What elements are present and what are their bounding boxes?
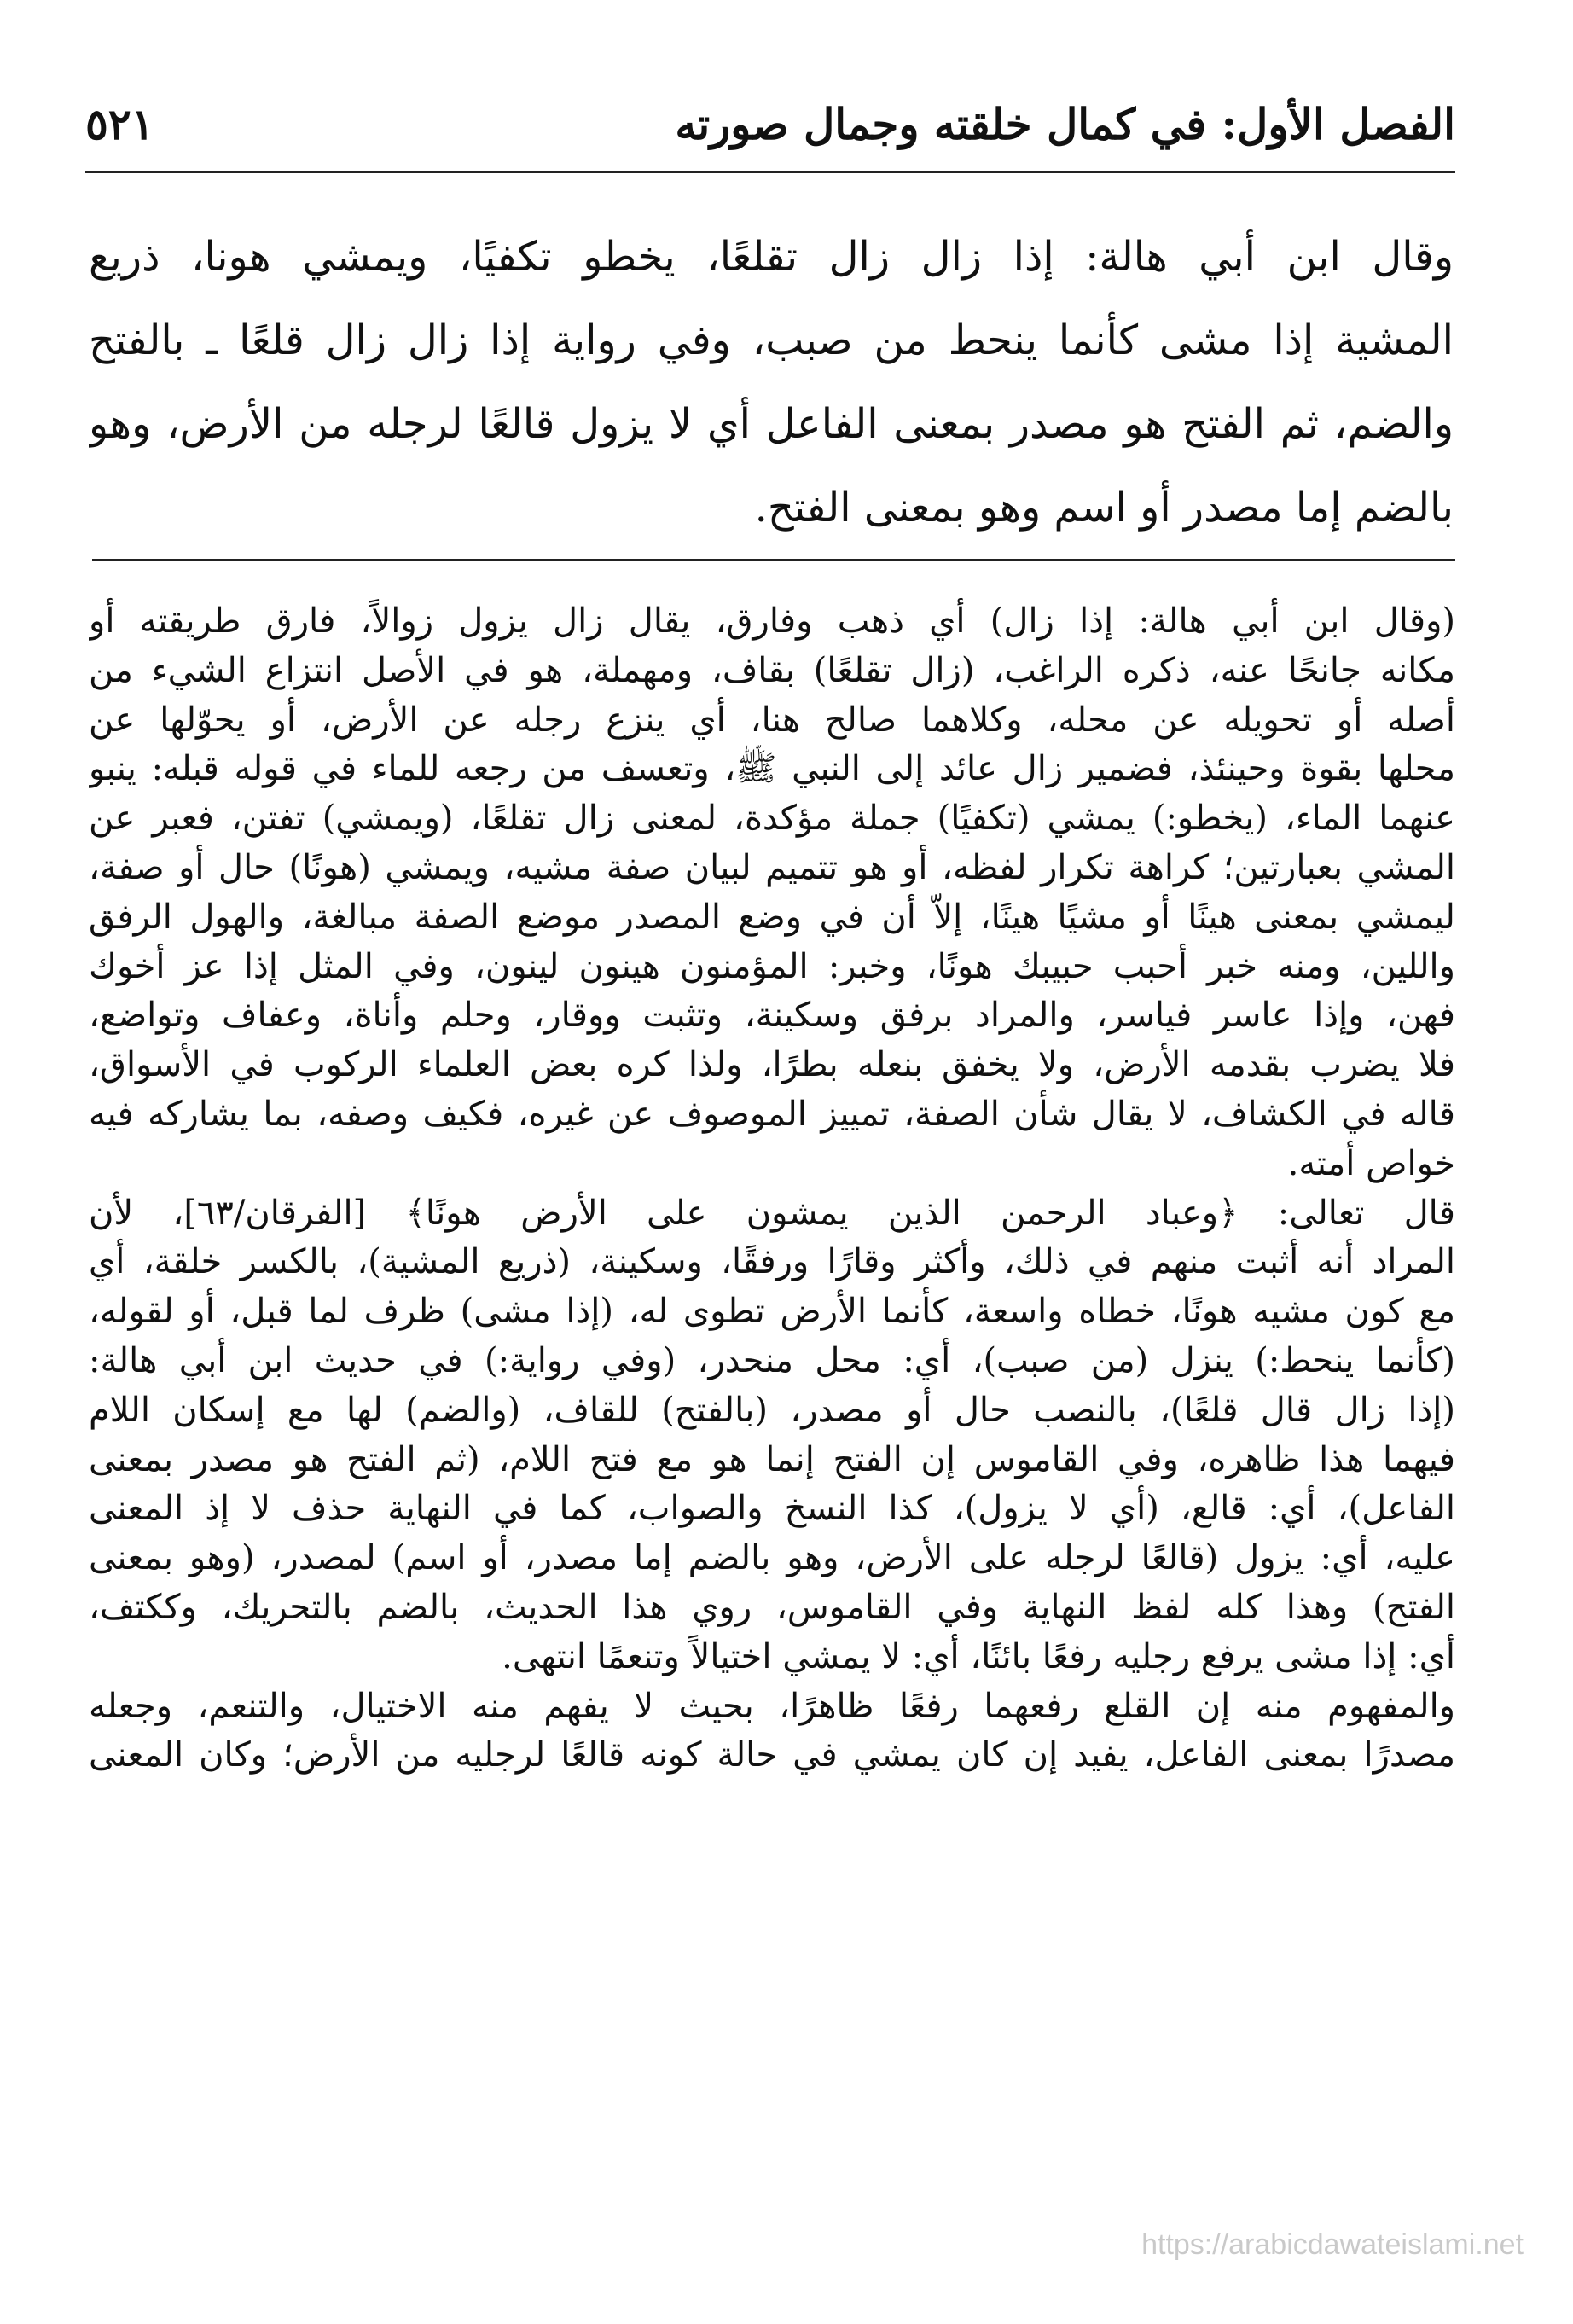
commentary-line: فلا يضرب بقدمه الأرض، ولا يخفق بنعله بطرًا، ولذا كره بعض العلماء الركوب في الأسواق، (89, 1045, 1455, 1085)
commentary-line: فيهما هذا ظاهره، وفي القاموس إن الفتح إنما هو مع فتح اللام، (ثم الفتح هو مصدر بمعنى (89, 1439, 1455, 1479)
page-number: ٥٢١ (85, 98, 154, 149)
commentary-line: الفتح) وهذا كله لفظ النهاية وفي القاموس، روي هذا الحديث، بالضم بالتحريك، وككتف، (89, 1587, 1455, 1627)
commentary-text (89, 597, 1455, 1781)
commentary-line: (كأنما ينحط:) ينزل (من صبب)، أي: محل منحدر، (وفي رواية:) في حديث ابن أبي هالة: (89, 1340, 1455, 1380)
watermark-url: https://arabicdawateislami.net (1141, 2228, 1524, 2261)
commentary-line: الفاعل)، أي: قالع، (أي لا يزول)، كذا النسخ والصواب، كما في النهاية حذف لا إذ المعنى (89, 1489, 1455, 1529)
commentary-line: أي: إذا مشى يرفع رجليه رفعًا بائنًا، أي: لا يمشي اختيالاً وتنعمًا انتهى. (502, 1636, 1455, 1676)
commentary-line: عنهما الماء، (يخطو:) يمشي (تكفيًا) جملة مؤكدة، لمعنى زال تقلعًا، (ويمشي) تفتن، فعبر عن (89, 799, 1455, 839)
commentary-line: (وقال ابن أبي هالة: إذا زال) أي ذهب وفارق، يقال زال يزول زوالاً، فارق طريقته أو (89, 601, 1455, 641)
commentary-line: واللين، ومنه خبر أحبب حبيبك هونًا، وخبر: المؤمنون هينون لينون، وفي المثل إذا عز أخوك (89, 946, 1455, 986)
main-text-line: والضم، ثم الفتح هو مصدر بمعنى الفاعل أي لا يزول قالعًا لرجله من الأرض، وهو (89, 400, 1454, 448)
section-divider (92, 559, 1455, 561)
commentary-line: قال تعالى: ﴿وعباد الرحمن الذين يمشون على الأرض هونًا﴾ [الفرقان/٦٣]، لأن (89, 1193, 1455, 1233)
main-text-line: وقال ابن أبي هالة: إذا زال زال تقلعًا، يخطو تكفيًا، ويمشي هونا، ذريع (89, 233, 1454, 281)
header-divider (85, 171, 1455, 173)
main-text-line: بالضم إما مصدر أو اسم وهو بمعنى الفتح. (754, 484, 1454, 532)
commentary-line: أصله أو تحويله عن محله، وكلاهما صالح هنا، أي ينزع رجله عن الأرض، أو يحوّلها عن (89, 700, 1455, 740)
commentary-line: (إذا زال قال قلعًا)، بالنصب حال أو مصدر، (بالفتح) للقاف، (والضم) لها مع إسكان اللام (89, 1390, 1455, 1430)
main-text-line: المشية إذا مشى كأنما ينحط من صبب، وفي رواية إذا زال زال قلعًا ـ بالفتح (89, 317, 1454, 364)
commentary-line: مصدرًا بمعنى الفاعل، يفيد إن كان يمشي في حالة كونه قالعًا لرجليه من الأرض؛ وكان المعنى (89, 1735, 1455, 1775)
page-header (85, 90, 1455, 158)
commentary-line: فهن، وإذا عاسر فياسر، والمراد برفق وسكينة، وتثبت ووقار، وحلم وأناة، وعفاف وتواضع، (89, 996, 1455, 1036)
commentary-line: قاله في الكشاف، لا يقال شأن الصفة، تمييز الموصوف عن غيره، فكيف وصفه، بما يشاركه فيه (89, 1094, 1455, 1134)
main-text (89, 215, 1454, 549)
commentary-line: المشي بعبارتين؛ كراهة تكرار لفظه، أو هو تتميم لبيان صفة مشيه، ويمشي (هونًا) حال أو صفة، (89, 847, 1455, 887)
commentary-line: محلها بقوة وحينئذ، فضمير زال عائد إلى النبي ﷺ، وتعسف من رجعه للماء في قوله قبله: ينبو (89, 749, 1455, 789)
commentary-line: والمفهوم منه إن القلع رفعهما رفعًا ظاهرًا، بحيث لا يفهم منه الاختيال، والتنعم، وجعله (89, 1686, 1455, 1726)
running-title: الفصل الأول: في كمال خلقته وجمال صورته (675, 98, 1455, 149)
commentary-line: ليمشي بمعنى هينًا أو مشيًا هينًا، إلاّ أن في وضع المصدر موضع الصفة مبالغة، والهول الرفق (89, 897, 1455, 937)
commentary-line: عليه، أي: يزول (قالعًا لرجله على الأرض، وهو بالضم إما مصدر، أو اسم) لمصدر، (وهو بمعنى (89, 1538, 1455, 1578)
commentary-line: مكانه جانحًا عنه، ذكره الراغب، (زال تقلعًا) بقاف، ومهملة، هو في الأصل انتزاع الشيء من (89, 650, 1455, 690)
commentary-line: المراد أنه أثبت منهم في ذلك، وأكثر وقارًا ورفقًا، وسكينة، (ذريع المشية)، بالكسر خلقة، أي (89, 1242, 1455, 1282)
commentary-line: خواص أمته. (1287, 1143, 1455, 1183)
commentary-line: مع كون مشيه هونًا، خطاه واسعة، كأنما الأرض تطوى له، (إذا مشى) ظرف لما قبل، أو لقوله، (89, 1292, 1455, 1332)
